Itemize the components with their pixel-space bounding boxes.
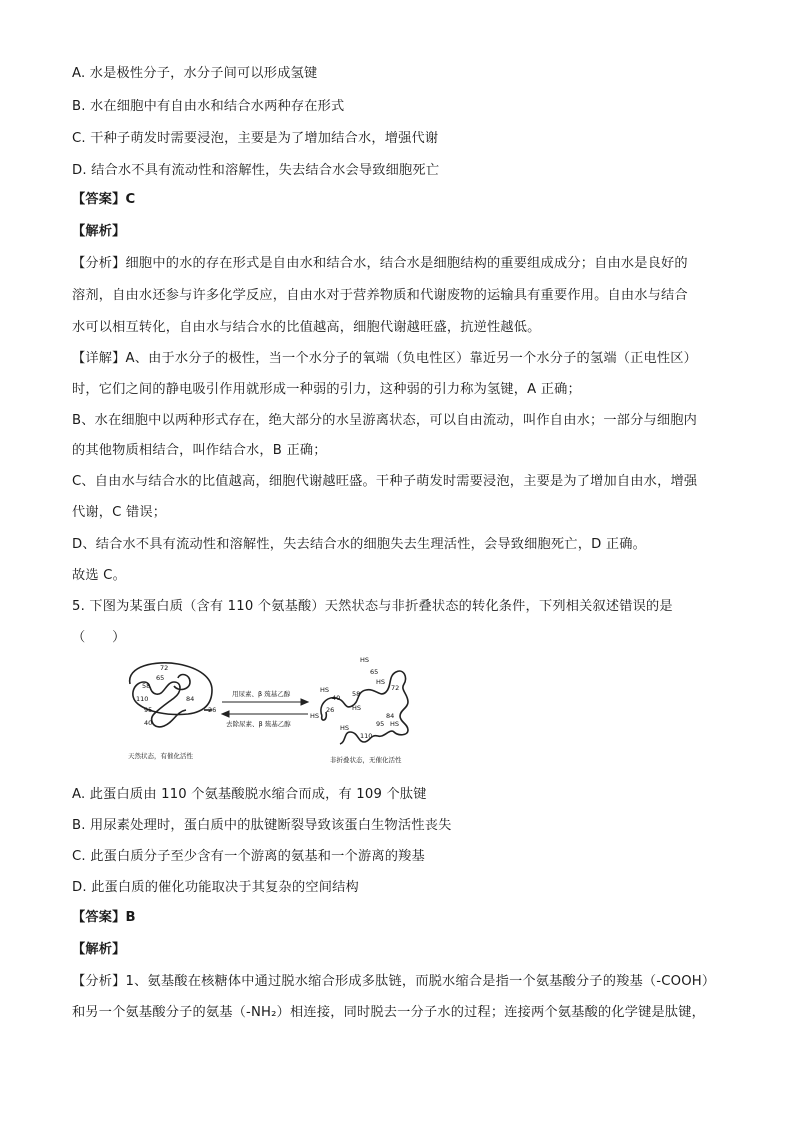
q4-answer: 【答案】C [72, 192, 136, 207]
right-label: 84 [386, 712, 395, 720]
q4-paragraph: 【分析】细胞中的水的存在形式是自由水和结合水，结合水是细胞结构的重要组成成分；自由水是良好的 [72, 256, 688, 271]
right-label: HS [340, 724, 350, 732]
q5-answer: 【答案】B [72, 910, 136, 925]
q5-stem-paren: （ ） [72, 630, 126, 645]
q4-paragraph: 时，它们之间的静电吸引作用就形成一种弱的引力，这种弱的引力称为氢键，A 正确； [72, 382, 581, 397]
left-num: 72 [160, 664, 169, 672]
protein-folding-figure [108, 652, 438, 770]
left-num: 26 [208, 706, 217, 714]
q4-paragraph: 【详解】A、由于水分子的极性，当一个水分子的氧端（负电性区）靠近另一个水分子的氢端（正电性区） [72, 351, 698, 366]
right-caption: 非折叠状态，无催化活性 [330, 756, 402, 764]
q4-paragraph: 代谢，C 错误； [72, 505, 167, 520]
q5-option-a: A. 此蛋白质由 110 个氨基酸脱水缩合而成，有 109 个肽键 [72, 787, 427, 802]
q5-option-c: C. 此蛋白质分子至少含有一个游离的氨基和一个游离的羧基 [72, 849, 425, 864]
right-label: HS [390, 720, 400, 728]
q5-option-d: D. 此蛋白质的催化功能取决于其复杂的空间结构 [72, 880, 359, 895]
q4-paragraph: 溶剂，自由水还参与许多化学反应，自由水对于营养物质和代谢废物的运输具有重要作用。自由水与结合 [72, 288, 688, 303]
q4-paragraph: B、水在细胞中以两种形式存在，绝大部分的水呈游离状态，可以自由流动，叫作自由水；一部分与细胞内 [72, 413, 698, 428]
q5-paragraph: 【分析】1、氨基酸在核糖体中通过脱水缩合形成多肽链，而脱水缩合是指一个氨基酸分子的羧基（-COOH） [72, 974, 716, 989]
q4-analysis-label: 【解析】 [72, 224, 126, 239]
q4-option-a: A. 水是极性分子，水分子间可以形成氢键 [72, 66, 318, 81]
left-num: 110 [136, 695, 149, 703]
left-num: 58 [142, 682, 151, 690]
left-num: 40 [144, 719, 153, 727]
arrow-reverse-label: 去除尿素、β 巯基乙醇 [226, 720, 291, 728]
right-label: HS [320, 686, 330, 694]
q4-option-c: C. 干种子萌发时需要浸泡，主要是为了增加结合水，增强代谢 [72, 131, 439, 146]
right-label: 40 [332, 694, 341, 702]
q4-conclusion: 故选 C。 [72, 568, 126, 583]
q4-paragraph: C、自由水与结合水的比值越高，细胞代谢越旺盛。干种子萌发时需要浸泡，主要是为了增加自由水，增强 [72, 474, 698, 489]
q4-option-d: D. 结合水不具有流动性和溶解性，失去结合水会导致细胞死亡 [72, 163, 440, 178]
right-label: 110 [360, 732, 373, 740]
right-label: HS [376, 678, 386, 686]
left-num: 65 [156, 674, 165, 682]
q4-option-b: B. 水在细胞中有自由水和结合水两种存在形式 [72, 99, 345, 114]
q4-paragraph: 水可以相互转化，自由水与结合水的比值越高，细胞代谢越旺盛，抗逆性越低。 [72, 320, 541, 335]
q4-paragraph: D、结合水不具有流动性和溶解性，失去结合水的细胞失去生理活性，会导致细胞死亡，D 正确。 [72, 537, 646, 552]
conversion-arrows [222, 699, 308, 717]
right-label: HS [310, 712, 320, 720]
q5-stem: 5. 下图为某蛋白质（含有 110 个氨基酸）天然状态与非折叠状态的转化条件，下列相关叙述错误的是 [72, 599, 673, 614]
right-label: 95 [376, 720, 385, 728]
right-label: HS [352, 704, 362, 712]
q5-paragraph: 和另一个氨基酸分子的氨基（-NH₂）相连接，同时脱去一分子水的过程；连接两个氨基酸的化学键是肽键， [72, 1005, 706, 1020]
q4-paragraph: 的其他物质相结合，叫作结合水，B 正确； [72, 443, 327, 458]
q5-analysis-label: 【解析】 [72, 942, 126, 957]
left-caption: 天然状态，有催化活性 [128, 752, 193, 760]
right-label: 58 [352, 690, 361, 698]
left-num: 95 [144, 706, 153, 714]
right-label: 26 [326, 706, 335, 714]
q5-option-b: B. 用尿素处理时，蛋白质中的肽键断裂导致该蛋白生物活性丧失 [72, 818, 452, 833]
right-label: 72 [391, 684, 400, 692]
left-num: 84 [186, 695, 195, 703]
right-label: 65 [370, 668, 379, 676]
right-label: HS [360, 656, 370, 664]
arrow-forward-label: 用尿素、β 巯基乙醇 [232, 690, 291, 698]
